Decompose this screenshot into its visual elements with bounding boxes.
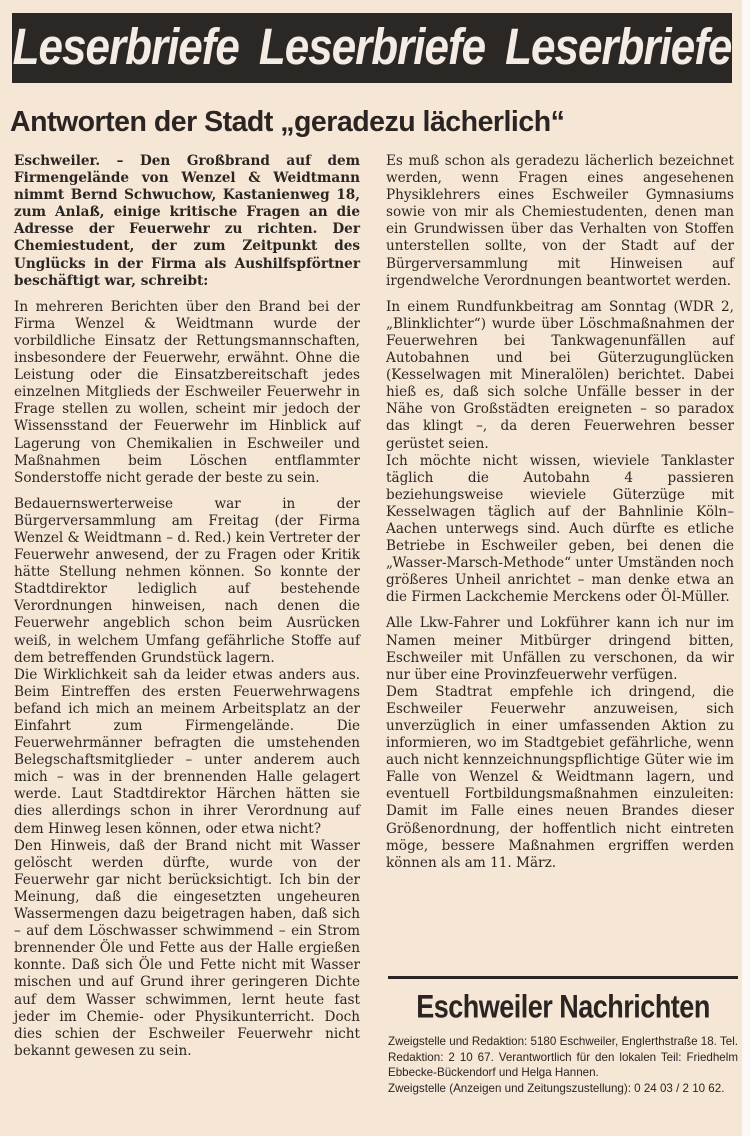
- article-paragraph: Die Wirklichkeit sah da leider etwas anders aus. Beim Eintreffen des ersten Feuerwehrwagens befand ich mich an meinem Arbeitsplatz an der Einfahrt zum Firmengelände. Die Feuerwehrmänner befragten die umstehenden Belegschaftsmitglieder – unter anderem auch mich – was in der brennenden Halle gelagert werde. Laut Stadtdirektor Härchen hätten sie dies allerdings schon in ihrer Verordnung auf dem Hinweg lesen können, oder etwa nicht?: [14, 666, 360, 837]
- page-edge: [742, 0, 750, 1136]
- article-paragraph: Dem Stadtrat empfehle ich dringend, die Eschweiler Feuerwehr anzuweisen, sich unverzüglich in einer umfassenden Aktion zu informieren, wo im Stadtgebiet gefährliche, wenn auch nicht kennzeichnungspflichtige Güter wie im Falle von Wenzel & Weidtmann lagern, und eventuell Fortbildungsmaßnahmen einzuleiten: Damit im Falle eines neuen Brandes dieser Größenordnung, der hoffentlich nicht eintreten möge, bessere Maßnahmen ergriffen werden können als am 11. März.: [386, 683, 734, 871]
- article-paragraph: Bedauernswerterweise war in der Bürgerversammlung am Freitag (der Firma Wenzel & Weidtmann – d. Red.) kein Vertreter der Feuerwehr anwesend, der zu Fragen oder Kritik hätte Stellung nehmen können. So konnte der Stadtdirektor lediglich auf bestehende Verordnungen hinweisen, nach denen die Feuerwehr angeblich schon beim Ausrücken weiß, in welchem Umfang gefährliche Stoffe auf dem betreffenden Grundstück lagern.: [14, 495, 360, 666]
- impressum-line: Zweigstelle (Anzeigen und Zeitungszustellung): 0 24 03 / 2 10 62.: [388, 1081, 725, 1095]
- article-column-left: [14, 153, 360, 1060]
- article-paragraph: Alle Lkw-Fahrer und Lokführer kann ich nur im Namen meiner Mitbürger dringend bitten, Eschweiler mit Unfällen zu verschonen, da wir nur über eine Provinzfeuerwehr verfügen.: [386, 615, 734, 683]
- impressum-line: Zweigstelle und Redaktion: 5180 Eschweiler, Englerthstraße 18. Tel. Redaktion: 2 10 67. Verantwortlich für den lokalen Teil: Friedhelm Ebbecke-Bückendorf und Helga Hannen.: [388, 1035, 738, 1080]
- article-lead: Eschweiler. – Den Großbrand auf dem Firmengelände von Wenzel & Weidtmann nimmt Bernd Schwuchow, Kastanienweg 18, zum Anlaß, einige kritische Fragen an die Adresse der Feuerwehr zu richten. Der Chemiestudent, der zum Zeitpunkt des Unglücks in der Firma als Aushilfspförtner beschäftigt war, schreibt:: [14, 153, 360, 289]
- masthead-divider: [388, 976, 738, 979]
- banner-word: Leserbriefe: [12, 19, 239, 76]
- article-paragraph: In einem Rundfunkbeitrag am Sonntag (WDR 2, „Blinklichter“) wurde über Löschmaßnahmen der Feuerwehren bei Tankwagenunfällen auf Autobahnen und bei Güterzugunglücken (Kesselwagen mit Mineralölen) berichtet. Dabei hieß es, daß sich solche Unfälle besser in der Nähe von Großstädten ereigneten – so paradox das klingt –, da deren Feuerwehren besser gerüstet seien.: [386, 298, 734, 452]
- article-headline: Antworten der Stadt „geradezu lächerlich“: [10, 106, 565, 138]
- article-paragraph: In mehreren Berichten über den Brand bei der Firma Wenzel & Weidtmann wurde der vorbildliche Einsatz der Rettungsmannschaften, insbesondere der Feuerwehr, erwähnt. Ohne die Leistung oder die Einsatzbereitschaft jedes einzelnen Mitglieds der Eschweiler Feuerwehr in Frage stellen zu wollen, scheint mir jedoch der Wissensstand der Feuerwehr im Hinblick auf Lagerung von Chemikalien in Eschweiler und Maßnahmen beim Löschen entflammter Sonderstoffe nicht gerade der beste zu sein.: [14, 298, 360, 486]
- impressum: [388, 1034, 738, 1096]
- banner-word: Leserbriefe: [505, 19, 732, 76]
- banner-word: Leserbriefe: [258, 19, 486, 76]
- section-banner: [12, 13, 732, 83]
- article-paragraph: Den Hinweis, daß der Brand nicht mit Wasser gelöscht werden dürfte, wurde von der Feuerwehr gar nicht berücksichtigt. Ich bin der Meinung, daß die eingesetzten ungeheuren Wassermengen dazu beigetragen haben, daß sich – auf dem Löschwasser schwimmend – ein Strom brennender Öle und Fette aus der Halle ergießen konnte. Daß sich Öle und Fette nicht mit Wasser mischen und auf Grund ihrer geringeren Dichte auf dem Wasser schwimmen, lernt heute fast jeder im Chemie- oder Physikunterricht. Doch dies schien der Eschweiler Feuerwehr nicht bekannt gewesen zu sein.: [14, 837, 360, 1059]
- article-paragraph: Es muß schon als geradezu lächerlich bezeichnet werden, wenn Fragen eines angesehenen Physiklehrers eines Eschweiler Gymnasiums sowie von mir als Chemiestudenten, denen man ein Grundwissen über das Verhalten von Stoffen unterstellen sollte, von der Stadt auf der Bürgerversammlung mit Hinweisen auf irgendwelche Verordnungen beantwortet werden.: [386, 153, 734, 289]
- newspaper-masthead: Eschweiler Nachrichten: [416, 988, 710, 1025]
- article-paragraph: Ich möchte nicht wissen, wieviele Tanklaster täglich die Autobahn 4 passieren beziehungsweise wieviele Güterzüge mit Kesselwagen täglich auf der Bahnlinie Köln–Aachen unterwegs sind. Auch dürfte es etliche Betriebe in Eschweiler geben, bei denen die „Wasser-Marsch-Methode“ unter Umständen noch größeres Unheil anrichtet – man denke etwa an die Firmen Lackchemie Merckens oder Öl-Müller.: [386, 452, 734, 606]
- article-column-right: [386, 153, 734, 872]
